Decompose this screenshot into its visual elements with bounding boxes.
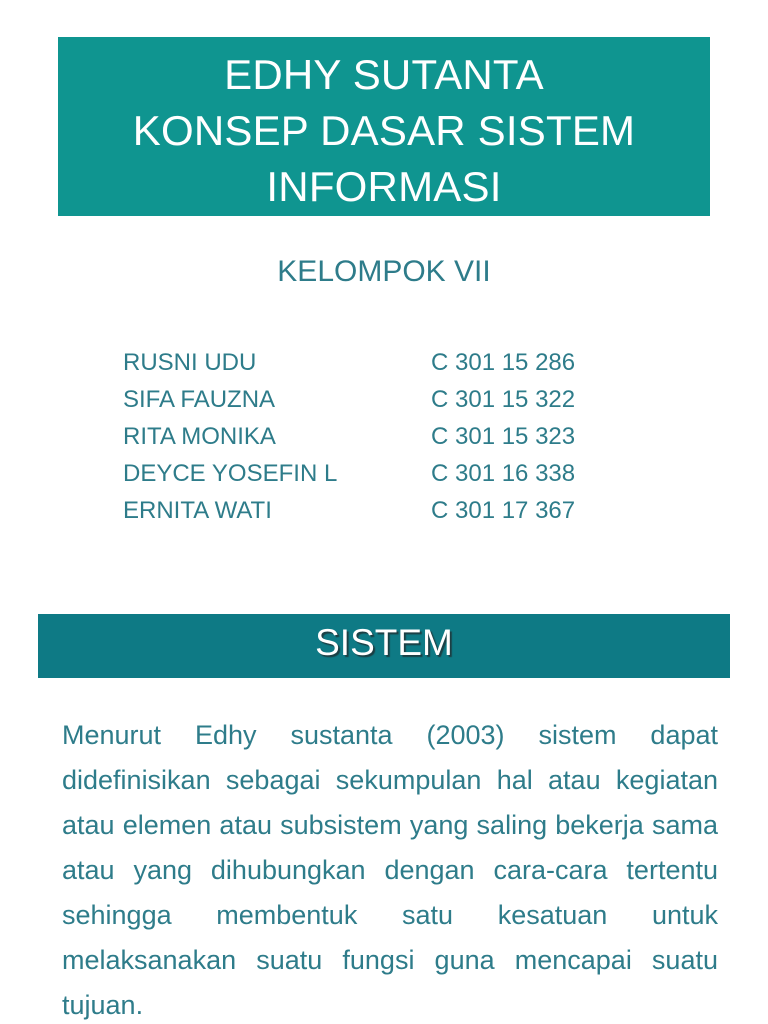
title-line-3: INFORMASI: [266, 163, 502, 210]
member-name: RITA MONIKA: [123, 422, 276, 450]
member-row: [123, 418, 643, 455]
member-name: ERNITA WATI: [123, 496, 272, 524]
title-banner: [58, 37, 710, 216]
member-row: [123, 344, 643, 381]
member-row: [123, 381, 643, 418]
member-id: C 301 16 338: [431, 459, 576, 487]
title-line-1: EDHY SUTANTA: [224, 51, 544, 98]
member-id: C 301 15 286: [431, 348, 576, 376]
section-title: SISTEM: [315, 622, 453, 663]
member-row: [123, 455, 643, 492]
section-header-bar: [38, 614, 730, 678]
member-id: C 301 17 367: [431, 496, 576, 524]
member-id: C 301 15 323: [431, 422, 576, 450]
member-row: [123, 492, 643, 529]
group-label: KELOMPOK VII: [277, 255, 491, 288]
member-name: SIFA FAUZNA: [123, 385, 276, 413]
member-id: C 301 15 322: [431, 385, 576, 413]
member-name: DEYCE YOSEFIN L: [123, 459, 338, 487]
member-name: RUSNI UDU: [123, 348, 257, 376]
member-list: [123, 344, 643, 529]
title-line-2: KONSEP DASAR SISTEM: [132, 107, 636, 154]
section-body-text: Menurut Edhy sustanta (2003) sistem dapat didefinisikan sebagai sekumpulan hal atau kegiatan atau elemen atau subsistem yang saling bekerja sama atau yang dihubungkan dengan cara-cara tertentu sehingga membentuk satu kesatuan untuk melaksanakan suatu fungsi guna mencapai suatu tujuan.: [62, 720, 718, 1020]
